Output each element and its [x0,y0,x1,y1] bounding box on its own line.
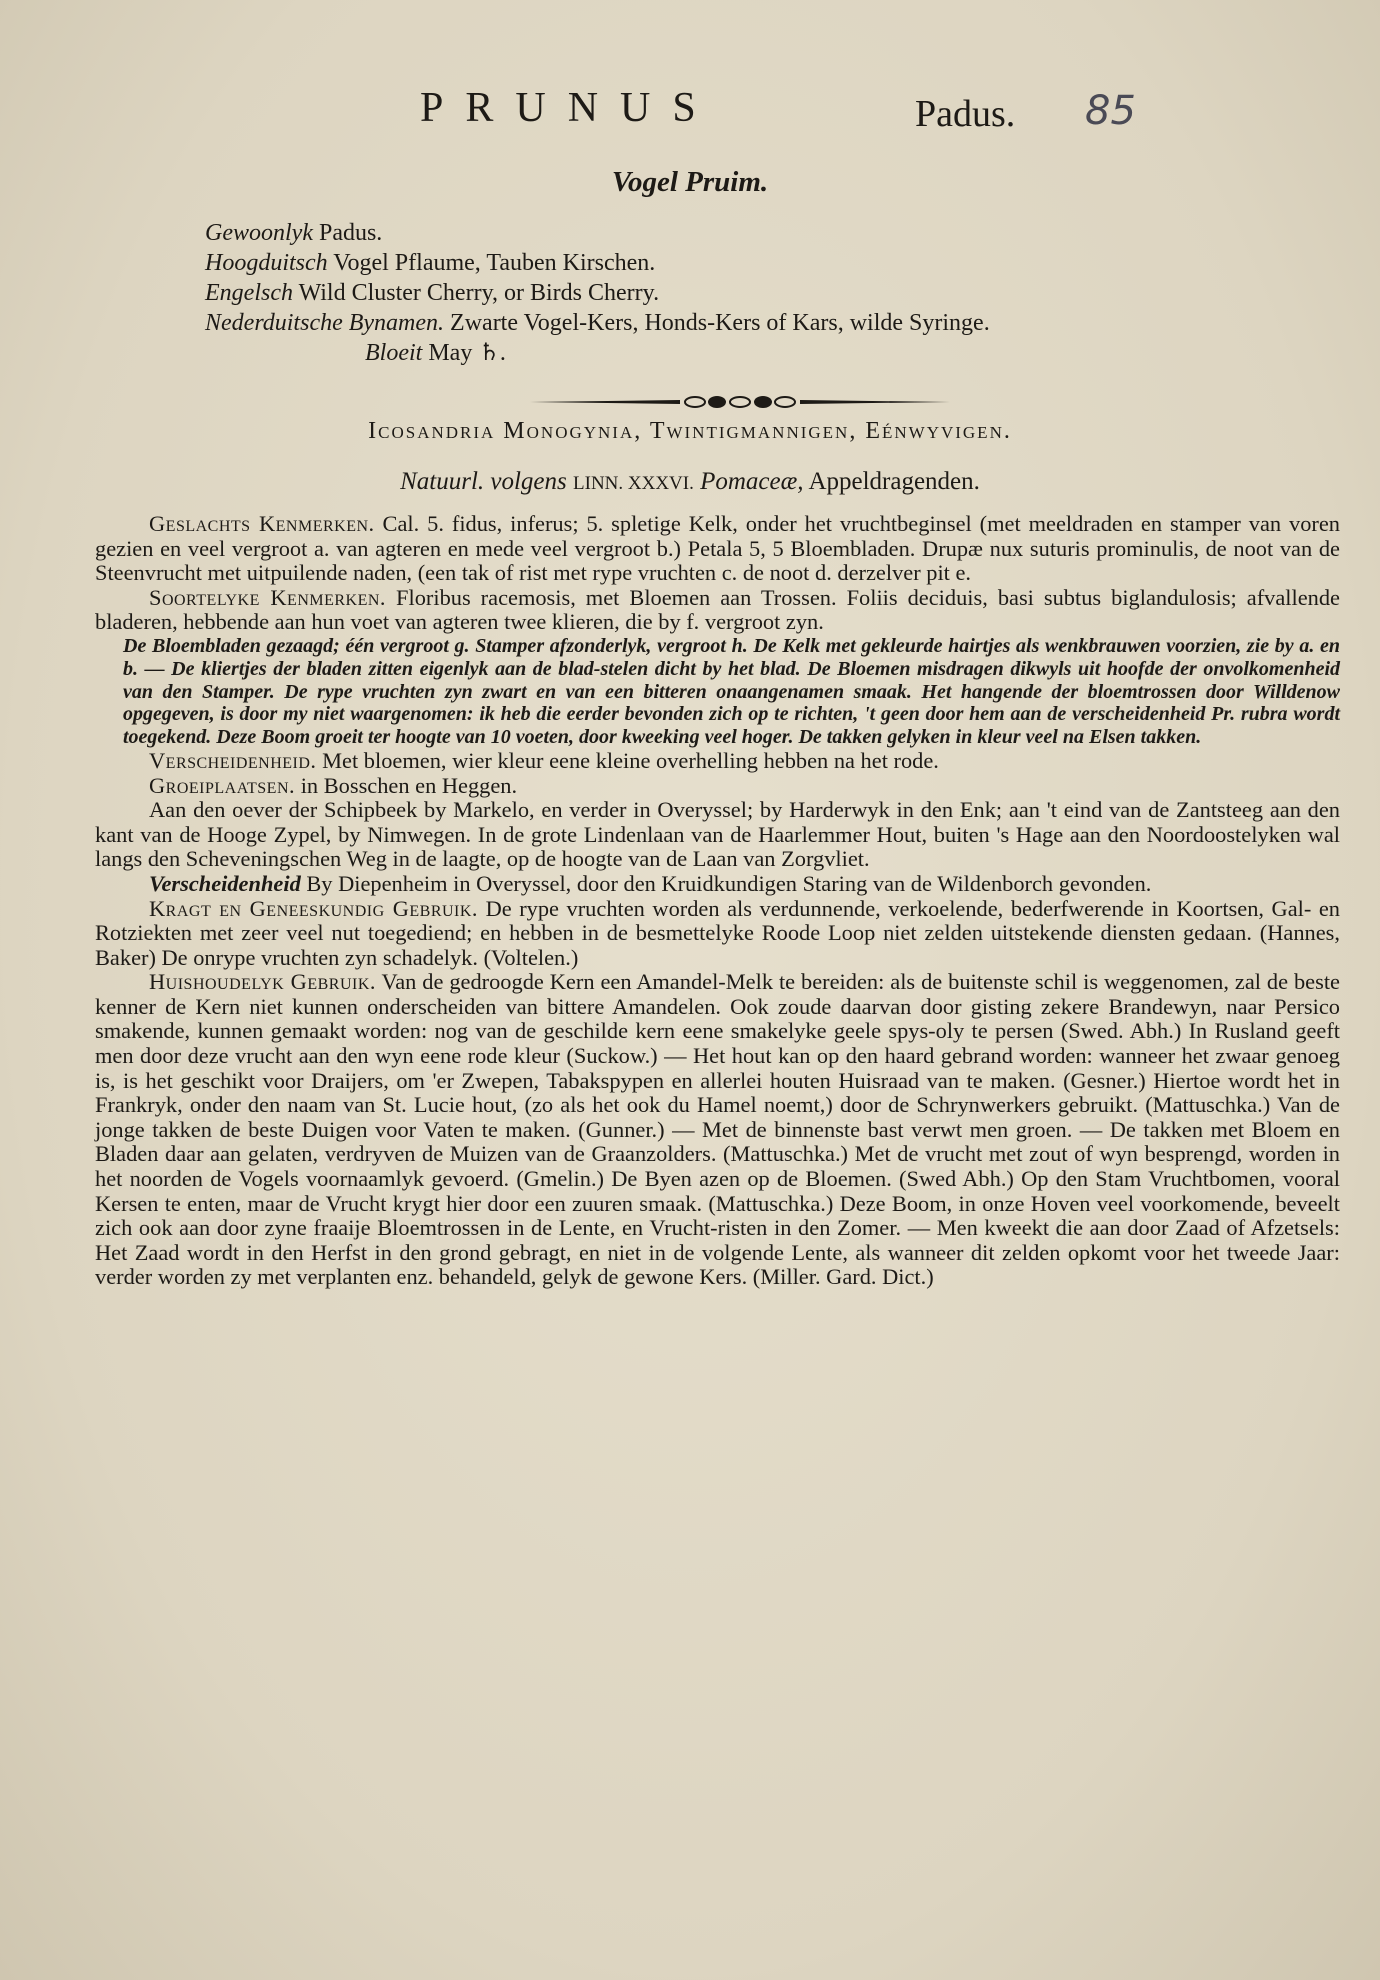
section-genus-characters [95,512,1340,586]
species-title: Padus. [915,93,1016,135]
section-heading: Groeiplaatsen. [149,772,296,798]
name-row [205,308,1255,338]
title-row [420,84,1180,144]
description-body [95,512,1340,1290]
name-value: Wild Cluster Cherry, or Birds Cherry. [298,280,660,306]
section-heading: Verscheidenheid. [149,747,317,773]
linnaean-class: Icosandria Monogynia, Twintigmannigen, Eénwyvigen. [368,418,1012,444]
section-text: De rype vruchten worden als verdunnende, verkoelende, bederfwerende in Koortsen, Gal- en Rotziekten met zeer veel nut toegediend; en hebben in de besmettelyke Roode Loop niet zelden uitstekende diensten gedaan. (Hannes, Baker) De onrype vruchten zyn schadelyk. (Voltelen.) [95,895,1340,970]
common-name: Vogel Pruim. [611,166,769,198]
section-text: By Diepenheim in Overyssel, door den Kruidkundigen Staring van de Wildenborch gevonden. [300,870,1152,896]
section-heading: Geslachts Kenmerken. [149,511,375,536]
ornamental-rule [530,390,950,414]
natural-order-family: Pomaceæ, [700,468,804,495]
genus-title: PRUNUS [420,85,718,131]
section-text: Van de gedroogde Kern een Amandel-Melk te bereiden: als de buitenste schil is weggenomen, zal de beste kenner de Kern niet kunnen onderscheiden van bittere Amandelen. Ook zoude daarvan door gisting zekere Brandewyn, naar Persico smakende, kunnen gemaakt worden: nog van de geschilde kern eene smakelyke geele spys-oly te persen (Swed. Abh.) In Rusland geeft men door deze vrucht aan den wyn eene rode kleur (Suckow.) — Het hout kan op den haard gebrand worden: wanneer het zwaar genoeg is, is het geschikt voor Draijers, om 'er Zwepen, Tabakspypen en allerlei houten Huisraad van te maken. (Gesner.) Hiertoe wordt het in Frankryk, onder den naam van St. Lucie hout, (zo als het ook du Hamel noemt,) door de Schrynwerkers gebruikt. (Mattuschka.) Van de jonge takken de beste Duigen voor Vaten te maken. (Gunner.) — Met de binnenste bast verwt men groen. — De takken met Bloem en Bladen daar aan gelaten, verdryven de Muizen van de Graanzolders. (Mattuschka.) Met de vrucht met zout of wyn besprengd, worden in het noorden de Vogels voornaamlyk gevoerd. (Gmelin.) De Byen azen op de Bloemen. (Swed Abh.) Op den Stam Vruchtbomen, vooral Kersen te enten, maar de Vrucht krygt hier door een zuuren smaak. (Mattuschka.) Deze Boom, in onze Hoven veel voorkomende, beveelt zich ook aan door zyne fraaije Bloemtrossen in de Lente, en Vrucht-risten in den Zomer. — Men kweekt die aan door Zaad of Afzetsels: Het Zaad wordt in den Herfst in den grond gebragt, en niet in de volgende Lente, als wanneer dit zelden opkomt voor het tweede Jaar: verder worden zy met verplanten enz. behandeld, gelyk de gewone Kers. (Miller. Gard. Dict.) [95,969,1340,1290]
section-note: De Bloembladen gezaagd; één vergroot g. Stamper afzonderlyk, vergroot h. De Kelk met gekleurde hairtjes als wenkbrauwen voorzien, zie by a. en b. — De kliertjes der bladen zitten eigenlyk aan de blad-stelen dicht by het blad. De Bloemen misdragen dikwyls uit hoofde der onvolkomenheid van den Stamper. De rype vruchten zyn zwart en van een bitteren onaangenamen smaak. Het hangende der bloemtrossen door Willdenow opgegeven, is door my niet waargenomen: ik heb die eerder bevonden zich op te richten, 't geen door hem aan de verscheidenheid Pr. rubra wordt toegekend. Deze Boom groeit ter hoogte van 10 voeten, door kweeking veel hoger. De takken gelyken in kleur veel na Elsen takken. [123,634,1340,749]
name-label: Bloeit [365,340,423,366]
section-text: in Bosschen en Heggen. [295,772,518,798]
section-medicinal-use [95,897,1340,971]
section-household-use [95,970,1340,1290]
name-row [205,218,1255,248]
name-row [205,278,1255,308]
natural-order-label: Natuurl. volgens [400,468,567,495]
name-label: Gewoonlyk [205,220,313,246]
section-text: Aan den oever der Schipbeek by Markelo, en verder in Overyssel; by Harderwyk in den Enk; aan 't eind van de Zantsteeg aan den kant van de Hooge Zypel, by Nimwegen. In de grote Lindenlaan van de Haarlemmer Hout, buiten 's Hage aan den Noordoostelyken wal langs den Scheveningschen Weg in de laagte, op de hoogte van de Laan van Zorgvliet. [95,797,1340,872]
name-value: Vogel Pflaume, Tauben Kirschen. [333,250,656,276]
section-text: Floribus racemosis, met Bloemen aan Trossen. Foliis deciduis, basi subtus biglandulosis; afvallende bladeren, hebbende aan hun voet van agteren twee klieren, die by f. vergroot zyn. [95,584,1340,635]
section-habitat [95,774,1340,799]
section-lead: Verscheidenheid [149,870,301,896]
flowering-row [205,338,1255,368]
section-localities [95,798,1340,872]
natural-order-dutch: Appeldragenden. [808,468,980,495]
handwritten-page-number: 85 [1085,88,1136,134]
section-heading: Kragt en Geneeskundig Gebruik. [149,895,479,921]
section-text: Cal. 5. fidus, inferus; 5. spletige Kelk, onder het vruchtbeginsel (met meeldraden en stamper van voren gezien en veel vergroot a. van agteren en mede veel vergroot b.) Petala 5, 5 Bloembladen. Drupæ nux suturis prominulis, de noot van de Steenvrucht met uitpuilende naden, (een tak of rist met rype vruchten c. de noot d. derzelver pit e. [95,511,1340,586]
name-label: Nederduitsche Bynamen. [205,310,445,336]
natural-order [0,468,1380,496]
section-text: Met bloemen, wier kleur eene kleine overhelling hebben na het rode. [316,747,939,773]
natural-order-ref: LINN. XXXVI. [573,473,694,494]
section-heading: Huishoudelyk Gebruik. [149,969,376,995]
section-variety-locality [95,872,1340,897]
name-value: Zwarte Vogel-Kers, Honds-Kers of Kars, wilde Syringe. [450,310,990,336]
name-label: Hoogduitsch [205,250,328,276]
section-variety [95,749,1340,774]
vernacular-names [205,218,1255,368]
section-species-characters [95,586,1340,635]
name-row [205,248,1255,278]
name-label: Engelsch [205,280,293,306]
name-value: Padus. [318,220,383,246]
section-heading: Soortelyke Kenmerken. [149,584,387,610]
name-value: May ♄. [428,340,506,366]
